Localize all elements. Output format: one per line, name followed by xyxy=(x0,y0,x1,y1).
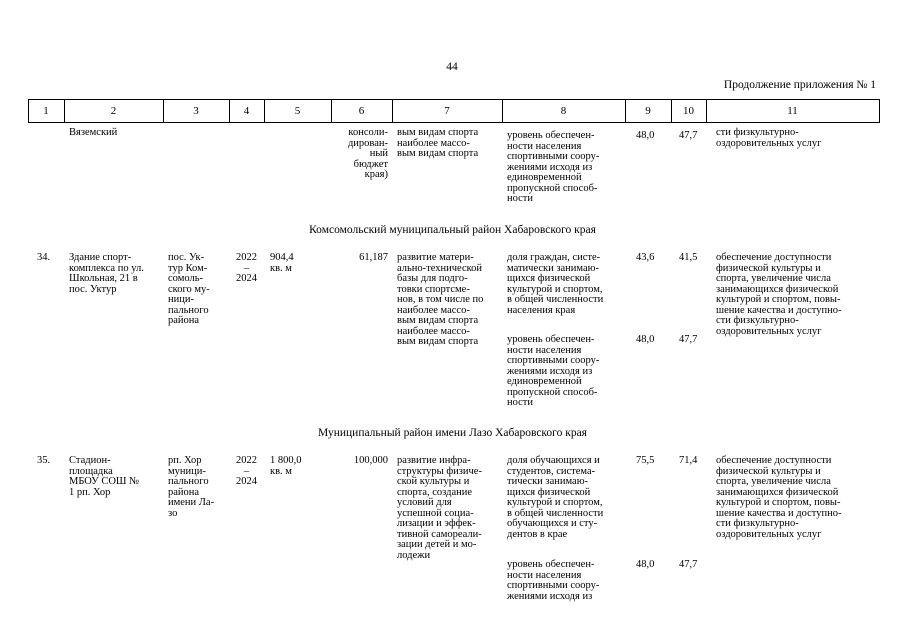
column-divider xyxy=(879,99,880,123)
section-heading: Муниципальный район имени Лазо Хабаровского края xyxy=(318,427,587,439)
object-capacity: 1 800,0 кв. м xyxy=(270,455,302,477)
indicator-value: 71,4 xyxy=(679,455,698,466)
object-location: рп. Хор муници- пального района имени Ла- зо xyxy=(168,455,215,519)
column-number: 6 xyxy=(358,105,365,117)
effect-text: обеспечение доступности физической культуры и спорта, увеличение числа занимающихся физической культурой и спортом, повы- шение качества и доступно- сти физкультурно- оздоровительных услуг xyxy=(716,252,842,337)
indicator-value: 47,7 xyxy=(679,130,698,141)
section-heading: Комсомольский муниципальный район Хабаровского края xyxy=(309,224,596,236)
column-number: 7 xyxy=(444,105,450,117)
indicator-value: 41,5 xyxy=(679,252,698,263)
row-number: 34. xyxy=(37,252,51,263)
indicator-value: 48,0 xyxy=(636,334,655,345)
object-capacity: 904,4 кв. м xyxy=(270,252,294,274)
indicator-text: доля обучающихся и студентов, система- тически занимаю- щихся физической культурой и спортом, в общей численности обучающихся и сту- дентов в крае xyxy=(507,455,604,540)
indicator-value: 43,6 xyxy=(636,252,655,263)
funding-source: консоли- дирован- ный бюджет края) xyxy=(347,127,388,180)
column-number: 11 xyxy=(787,105,798,117)
indicator-text: уровень обеспечен- ности населения спортивными соору- жениями исходя из xyxy=(507,559,600,602)
indicator-value: 47,7 xyxy=(679,559,698,570)
implementation-period: 2022 – 2024 xyxy=(236,252,257,284)
continuation-label: Продолжение приложения № 1 xyxy=(723,79,876,91)
indicator-value: 48,0 xyxy=(636,130,655,141)
goal-text: развитие инфра- структуры физиче- ской культуры и спорта, создание условий для успешной социа- лизации и эффек- тивной самореали- зации детей и мо- лодежи xyxy=(397,455,482,561)
header-bottom-border xyxy=(28,122,879,123)
header-top-border xyxy=(28,99,879,100)
indicator-text: доля граждан, систе- матически занимаю- щихся физической культурой и спортом, в общей численности населения края xyxy=(507,252,604,316)
column-number: 9 xyxy=(645,105,651,117)
funding-amount: 100,000 xyxy=(353,455,388,466)
funding-amount: 61,187 xyxy=(359,252,388,263)
object-name: Здание спорт- комплекса по ул. Школьная, 21 в пос. Уктур xyxy=(69,252,144,295)
column-number: 8 xyxy=(560,105,567,117)
indicator-value: 47,7 xyxy=(679,334,698,345)
page-number: 44 xyxy=(446,61,458,73)
column-number: 10 xyxy=(683,105,694,117)
column-number: 2 xyxy=(110,105,117,117)
row-number: 35. xyxy=(37,455,51,466)
implementation-period: 2022 – 2024 xyxy=(236,455,257,487)
object-name: Стадион- площадка МБОУ СОШ № 1 рп. Хор xyxy=(69,455,140,498)
column-number: 1 xyxy=(43,105,49,117)
indicator-text: уровень обеспечен- ности населения спортивными соору- жениями исходя из единовременной пропускной способ- ности xyxy=(507,334,600,408)
goal-text: вым видам спорта наиболее массо- вым видам спорта xyxy=(397,127,479,159)
effect-text: обеспечение доступности физической культуры и спорта, увеличение числа занимающихся физической культурой и спортом, повы- шение качества и доступно- сти физкультурно- оздоровительных услуг xyxy=(716,455,842,540)
column-number: 4 xyxy=(243,105,250,117)
indicator-value: 48,0 xyxy=(636,559,655,570)
indicator-text: уровень обеспечен- ности населения спортивными соору- жениями исходя из единовременной пропускной способ- ности xyxy=(507,130,600,204)
object-name: Вяземский xyxy=(69,127,118,138)
column-number: 5 xyxy=(294,105,301,117)
goal-text: развитие матери- ально-технической базы для подго- товки спортсме- нов, в том числе по наиболее массо- вым видам спорта наиболее массо- вым видам спорта xyxy=(397,252,484,347)
indicator-value: 75,5 xyxy=(636,455,655,466)
effect-text: сти физкультурно- оздоровительных услуг xyxy=(716,127,822,149)
column-number: 3 xyxy=(193,105,199,117)
object-location: пос. Ук- тур Ком- сомоль- ского му- ници- пального района xyxy=(168,252,210,326)
